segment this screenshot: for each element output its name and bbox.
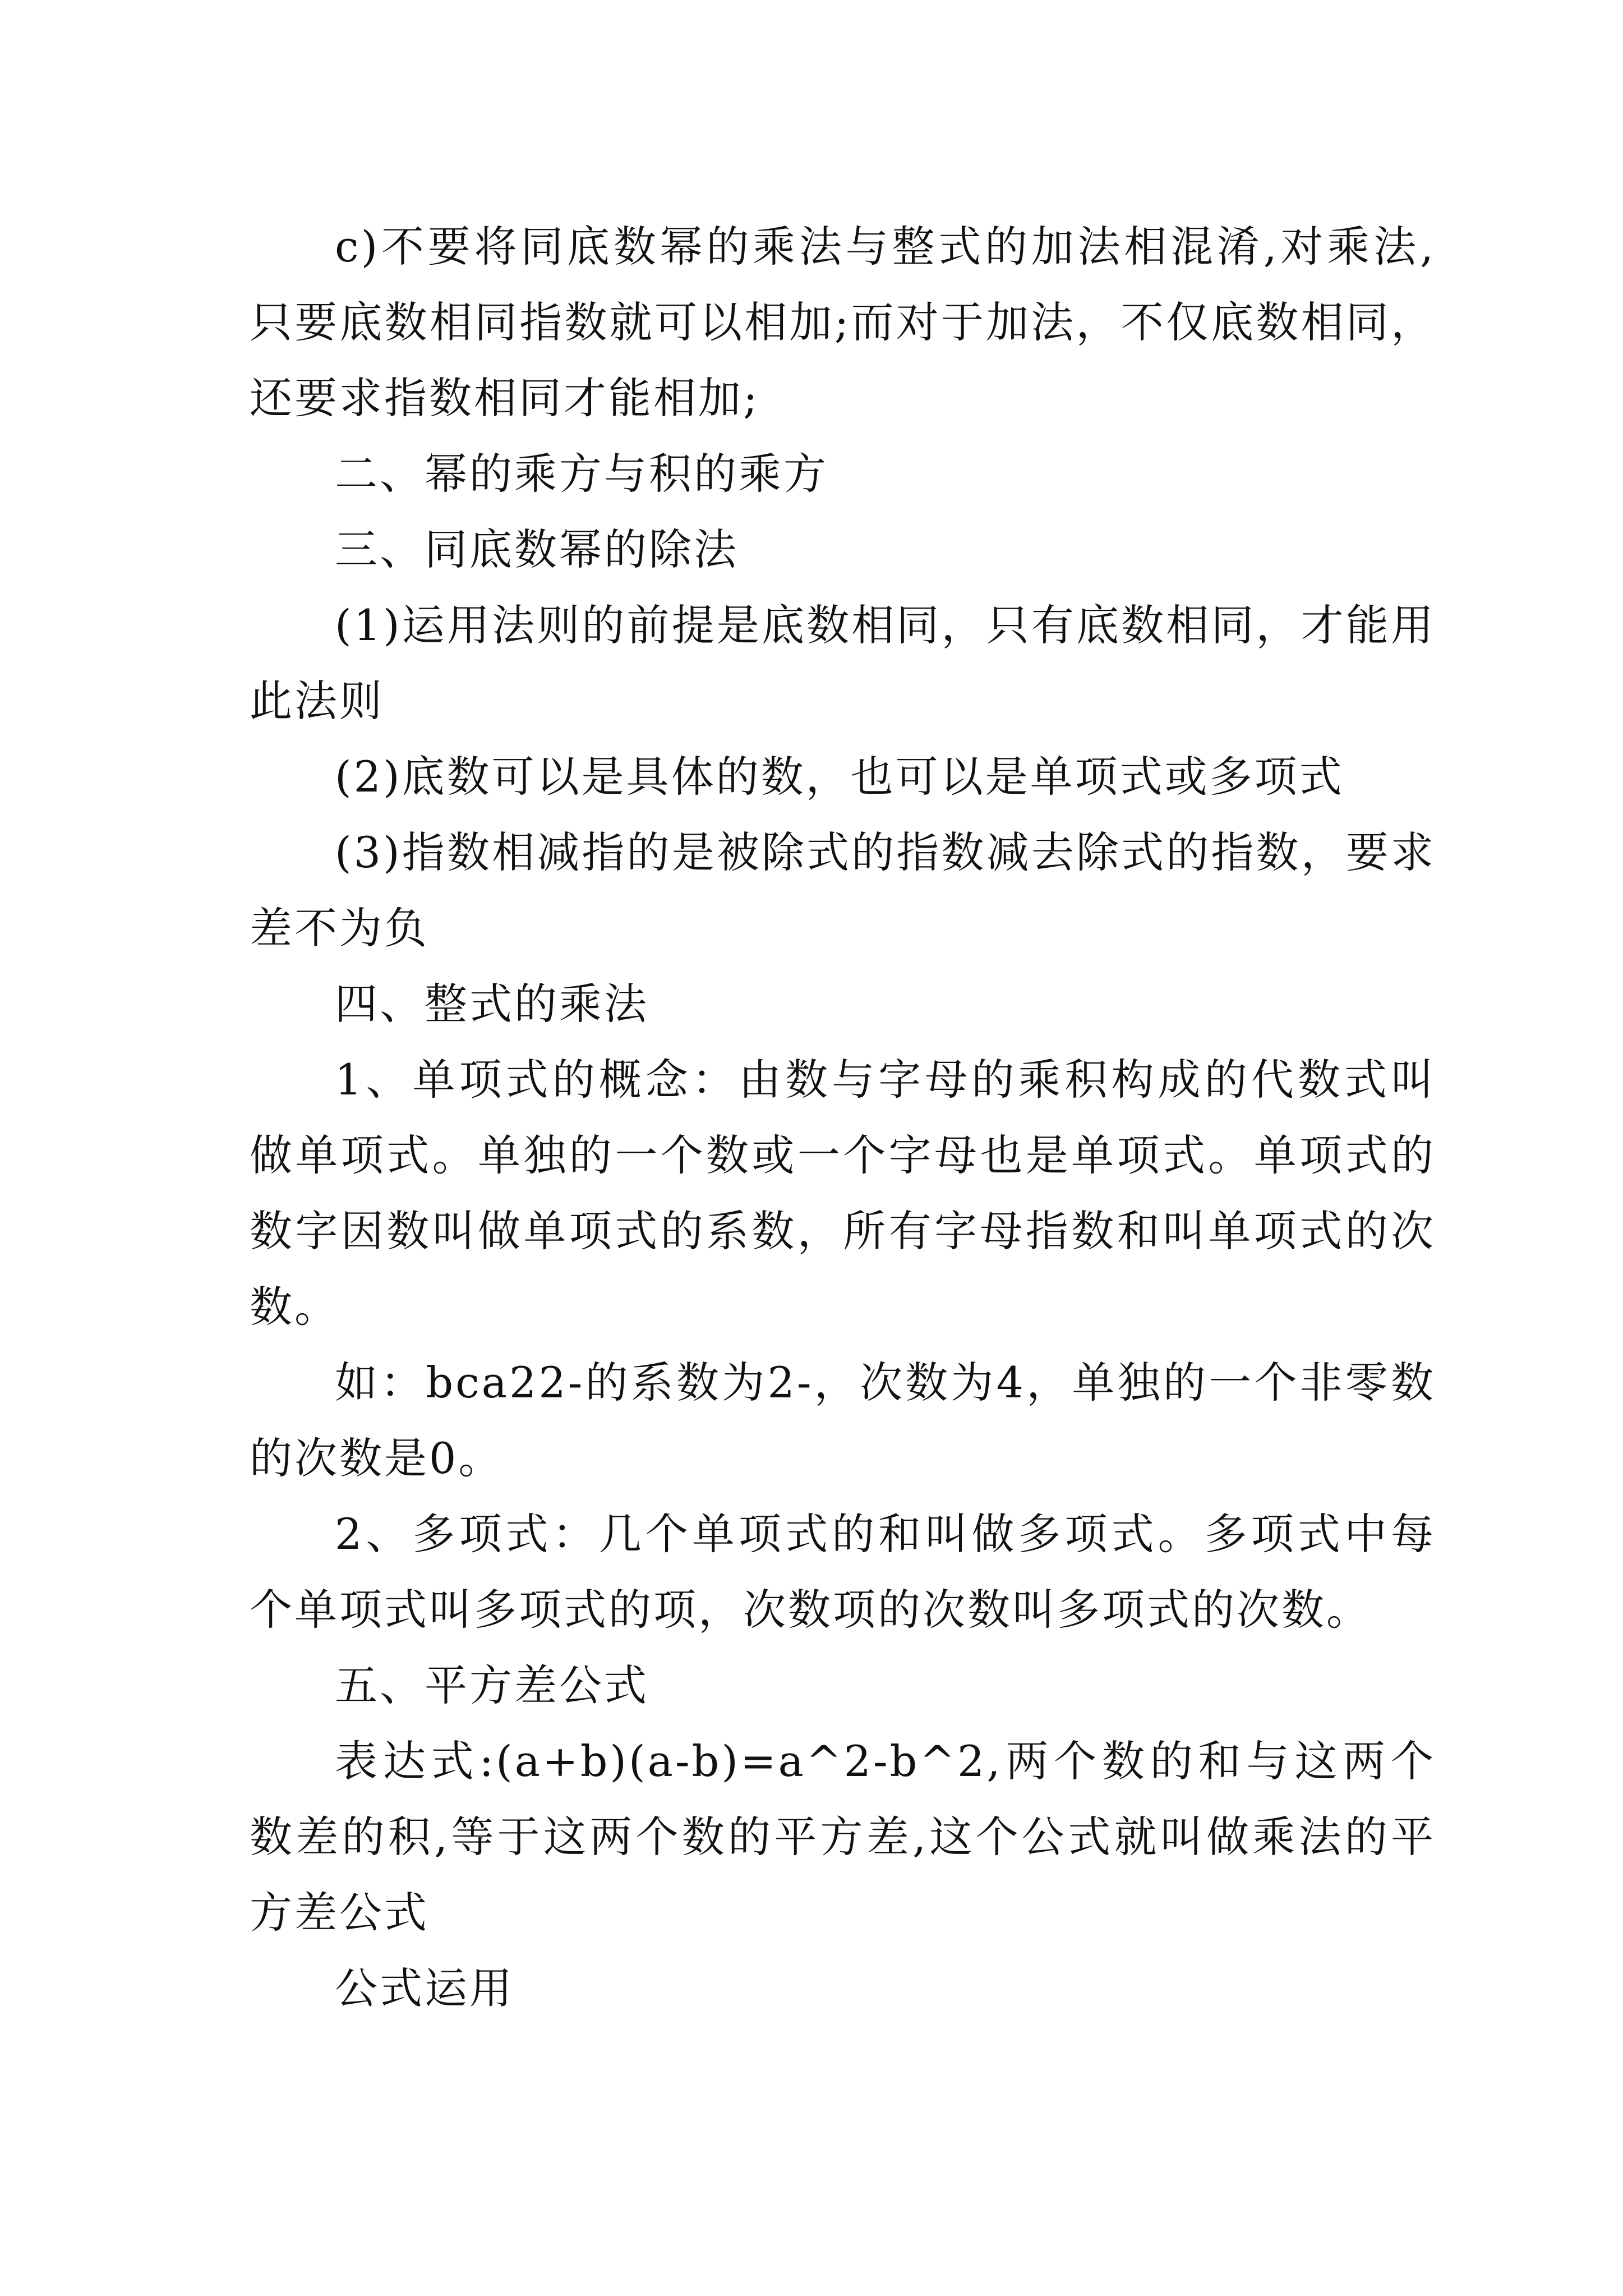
section-heading: 五、平方差公式 bbox=[335, 1660, 649, 1710]
paragraph: c)不要将同底数幂的乘法与整式的加法相混淆,对乘法,只要底数相同指数就可以相加;而对于加法，不仅底数相同，还要求指数相同才能相加; bbox=[250, 222, 1436, 423]
paragraph: 2、多项式：几个单项式的和叫做多项式。多项式中每个单项式叫多项式的项，次数项的次数叫多项式的次数。 bbox=[250, 1509, 1436, 1635]
section-heading: 二、幂的乘方与积的乘方 bbox=[335, 449, 828, 499]
paragraph: 公式运用 bbox=[335, 1963, 514, 2013]
section-heading: 四、整式的乘法 bbox=[335, 979, 649, 1029]
paragraph: (2)底数可以是具体的数，也可以是单项式或多项式 bbox=[335, 752, 1344, 802]
paragraph: (1)运用法则的前提是底数相同，只有底数相同，才能用此法则 bbox=[250, 600, 1436, 726]
document-body bbox=[250, 209, 1436, 2026]
paragraph: 表达式:(a+b)(a-b)=a^2-b^2,两个数的和与这两个数差的积,等于这两个数的平方差,这个公式就叫做乘法的平方差公式 bbox=[250, 1736, 1436, 1938]
paragraph: 1、单项式的概念：由数与字母的乘积构成的代数式叫做单项式。单独的一个数或一个字母也是单项式。单项式的数字因数叫做单项式的系数，所有字母指数和叫单项式的次数。 bbox=[250, 1055, 1436, 1332]
paragraph: 如：bca22-的系数为2-，次数为4，单独的一个非零数的次数是0。 bbox=[250, 1358, 1436, 1483]
section-heading: 三、同底数幂的除法 bbox=[335, 524, 739, 574]
paragraph: (3)指数相减指的是被除式的指数减去除式的指数，要求差不为负 bbox=[250, 827, 1436, 953]
